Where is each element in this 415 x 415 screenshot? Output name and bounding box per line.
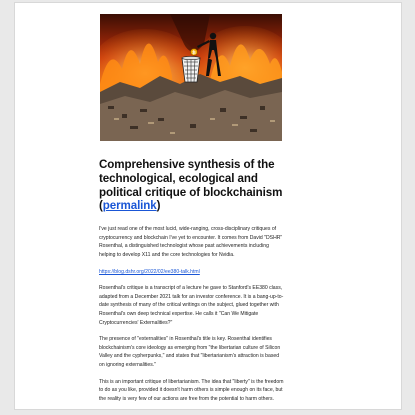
trash-can-icon [182, 56, 200, 82]
paragraph-lecture: Rosenthal's critique is a transcript of a lecture he gave to Stanford's EE380 class, adapted from a December 2021 talk for an investor conference. It is a bang-up-to-date synthesis of many of the critical writings on the subject, glued together with Rosenthal's own deep technical expertise. He calls it "Can We Mitigate Cryptocurrencies' Externalities?" [99, 285, 284, 326]
article-body [99, 158, 285, 403]
article-title-text: Comprehensive synthesis of the technological, ecological and political critique of blockchainism [99, 158, 283, 199]
paragraph-intro: I've just read one of the most lucid, wide-ranging, cross-disciplinary critiques of cryptocurrency and blockchain I've yet to encounter. It comes from David "DSHR" Rosenthal, a distinguished technologist whose past achievements including helping to develop X11 and the core technologies for Nvidia. [99, 226, 283, 258]
title-paren-close: ) [156, 199, 161, 213]
article-title [99, 158, 285, 213]
hero-image [100, 14, 282, 141]
paragraph-libertarianism: This is an important critique of libertarianism. The idea that "liberty" is the freedom to do as you like, provided it doesn't harm others is simple enough on its face, but the reality is very few of our actions are free from the potential to harm others. [99, 378, 284, 402]
page-card [14, 2, 402, 410]
svg-text:₿: ₿ [192, 51, 196, 56]
paragraph-externalities: The presence of "externalities" in Rosenthal's title is key. Rosenthal identifies blockchainism's core ideology as emerging from "the libertarian culture of Silicon Valley and the cypherpunks," and states that "libertarianism's attraction is based on ignoring externalities." [99, 336, 281, 368]
permalink-link[interactable]: permalink [102, 199, 157, 213]
source-link[interactable]: https://blog.dshr.org/2022/02/ee380-talk.html [99, 268, 200, 275]
title-paren-open: ( [99, 199, 103, 213]
